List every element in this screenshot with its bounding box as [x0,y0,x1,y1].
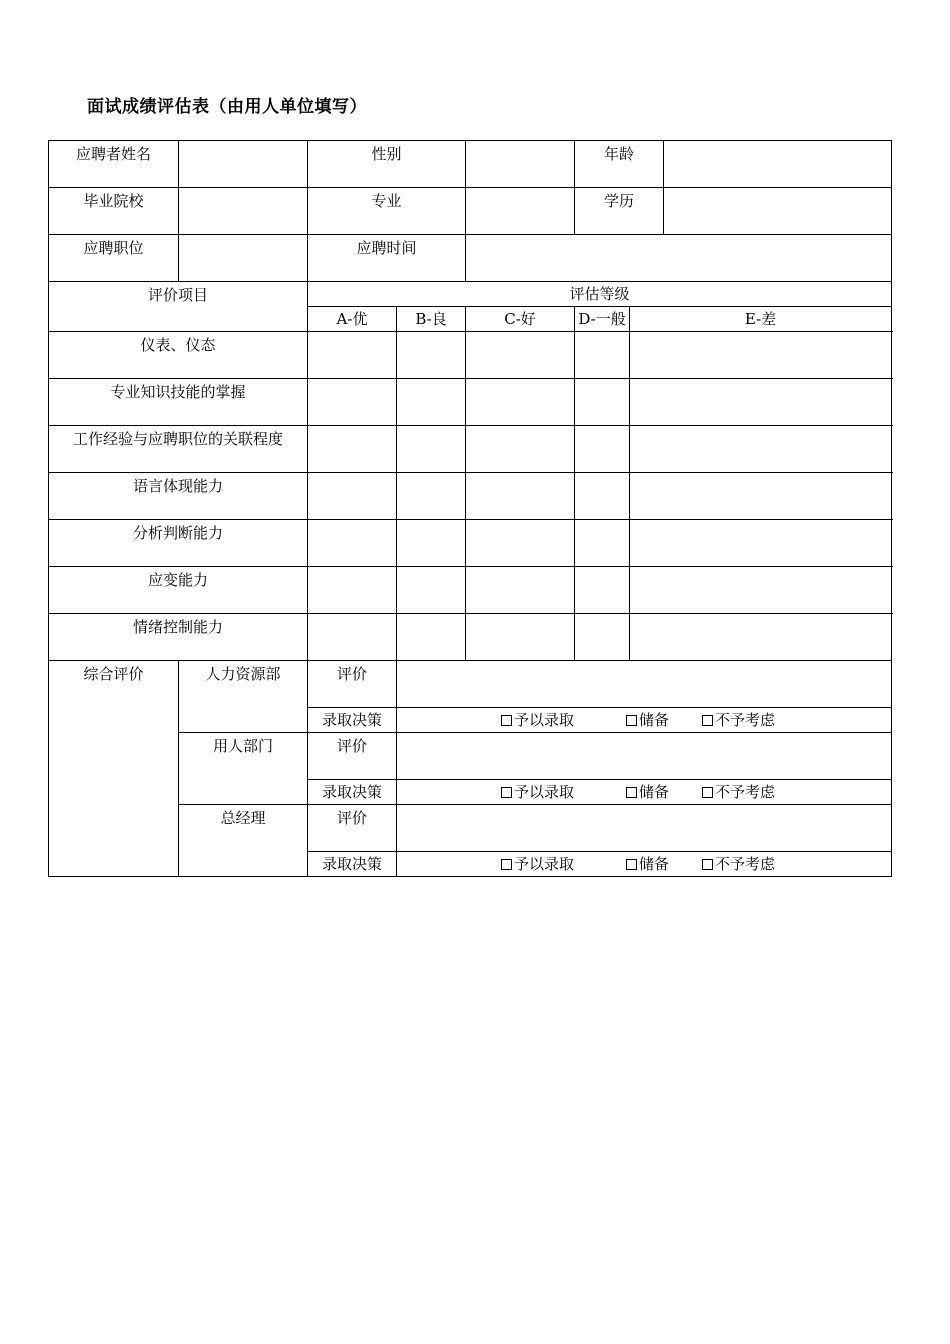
grade-c-cell[interactable] [466,614,575,661]
option-label: 予以录取 [514,711,575,729]
grade-b-cell[interactable] [397,426,466,473]
option-reject[interactable] [702,852,775,876]
option-admit[interactable] [501,852,626,876]
checkbox-icon[interactable] [702,787,713,798]
hr-comment-field[interactable] [397,661,892,708]
decision-label: 录取决策 [308,852,397,877]
checkbox-icon[interactable] [626,715,637,726]
grade-b-header: B-良 [397,307,466,332]
grade-a-cell[interactable] [308,332,397,379]
position-label: 应聘职位 [49,235,179,282]
grade-c-cell[interactable] [466,520,575,567]
hiring-dept-decision-options [397,780,892,805]
department-gm-label: 总经理 [179,805,308,877]
grade-e-cell[interactable] [630,332,892,379]
checkbox-icon[interactable] [702,859,713,870]
education-label: 学历 [575,188,664,235]
grade-d-cell[interactable] [575,567,630,614]
position-field[interactable] [179,235,308,282]
evaluation-item-label: 仪表、仪态 [49,332,308,379]
checkbox-icon[interactable] [702,715,713,726]
option-label: 储备 [639,855,670,873]
department-hiring-label: 用人部门 [179,733,308,805]
hr-decision-options [397,708,892,733]
grade-a-cell[interactable] [308,379,397,426]
grade-c-cell[interactable] [466,473,575,520]
grade-b-cell[interactable] [397,379,466,426]
checkbox-icon[interactable] [626,787,637,798]
option-admit[interactable] [501,780,626,804]
evaluation-item-label: 工作经验与应聘职位的关联程度 [49,426,308,473]
gender-field[interactable] [466,141,575,188]
evaluation-item-label: 应变能力 [49,567,308,614]
option-label: 予以录取 [514,855,575,873]
evaluation-items-header: 评价项目 [49,282,308,332]
grade-c-cell[interactable] [466,379,575,426]
gm-comment-field[interactable] [397,805,892,852]
grade-d-cell[interactable] [575,379,630,426]
age-label: 年龄 [575,141,664,188]
gender-label: 性别 [308,141,466,188]
grade-a-cell[interactable] [308,567,397,614]
hiring-dept-comment-field[interactable] [397,733,892,780]
checkbox-icon[interactable] [501,787,512,798]
table-row [49,520,892,567]
grade-c-cell[interactable] [466,567,575,614]
option-label: 不予考虑 [715,711,776,729]
grade-d-cell[interactable] [575,614,630,661]
grade-e-cell[interactable] [630,426,892,473]
evaluation-item-label: 专业知识技能的掌握 [49,379,308,426]
grade-b-cell[interactable] [397,614,466,661]
option-label: 储备 [639,783,670,801]
school-label: 毕业院校 [49,188,179,235]
grade-c-cell[interactable] [466,332,575,379]
checkbox-icon[interactable] [501,859,512,870]
table-row [49,379,892,426]
table-row [49,332,892,379]
option-label: 不予考虑 [715,783,776,801]
decision-label: 录取决策 [308,708,397,733]
department-hr-label: 人力资源部 [179,661,308,733]
grade-b-cell[interactable] [397,332,466,379]
option-reject[interactable] [702,780,775,804]
grade-e-cell[interactable] [630,567,892,614]
major-field[interactable] [466,188,575,235]
grade-a-cell[interactable] [308,614,397,661]
table-row [49,614,892,661]
age-field[interactable] [664,141,892,188]
grade-header: 评估等级 [308,282,892,307]
grade-e-cell[interactable] [630,379,892,426]
grade-e-header: E-差 [630,307,892,332]
applicant-name-label: 应聘者姓名 [49,141,179,188]
applicant-name-field[interactable] [179,141,308,188]
option-admit[interactable] [501,708,626,732]
education-field[interactable] [664,188,892,235]
decision-label: 录取决策 [308,780,397,805]
grade-a-cell[interactable] [308,520,397,567]
grade-d-cell[interactable] [575,520,630,567]
table-row [49,567,892,614]
application-time-label: 应聘时间 [308,235,466,282]
overall-evaluation-label: 综合评价 [49,661,179,877]
evaluation-item-label: 语言体现能力 [49,473,308,520]
form-title: 面试成绩评估表（由用人单位填写） [87,97,367,117]
grade-a-header: A-优 [308,307,397,332]
option-reserve[interactable] [626,780,702,804]
comment-label: 评价 [308,733,397,780]
grade-b-cell[interactable] [397,473,466,520]
comment-label: 评价 [308,661,397,708]
grade-d-cell[interactable] [575,426,630,473]
option-label: 不予考虑 [715,855,776,873]
grade-e-cell[interactable] [630,614,892,661]
option-label: 予以录取 [514,783,575,801]
checkbox-icon[interactable] [501,715,512,726]
evaluation-item-label: 情绪控制能力 [49,614,308,661]
option-reserve[interactable] [626,708,702,732]
grade-a-cell[interactable] [308,473,397,520]
gm-decision-options [397,852,892,877]
major-label: 专业 [308,188,466,235]
grade-d-cell[interactable] [575,332,630,379]
grade-b-cell[interactable] [397,520,466,567]
school-field[interactable] [179,188,308,235]
grade-e-cell[interactable] [630,520,892,567]
table-row [49,473,892,520]
checkbox-icon[interactable] [626,859,637,870]
grade-c-cell[interactable] [466,426,575,473]
grade-c-header: C-好 [466,307,575,332]
table-row [49,426,892,473]
option-label: 储备 [639,711,670,729]
grade-a-cell[interactable] [308,426,397,473]
evaluation-form-table [48,140,892,877]
option-reject[interactable] [702,708,775,732]
comment-label: 评价 [308,805,397,852]
grade-e-cell[interactable] [630,473,892,520]
grade-d-header: D-一般 [575,307,630,332]
grade-b-cell[interactable] [397,567,466,614]
option-reserve[interactable] [626,852,702,876]
evaluation-item-label: 分析判断能力 [49,520,308,567]
application-time-field[interactable] [466,235,892,282]
grade-d-cell[interactable] [575,473,630,520]
